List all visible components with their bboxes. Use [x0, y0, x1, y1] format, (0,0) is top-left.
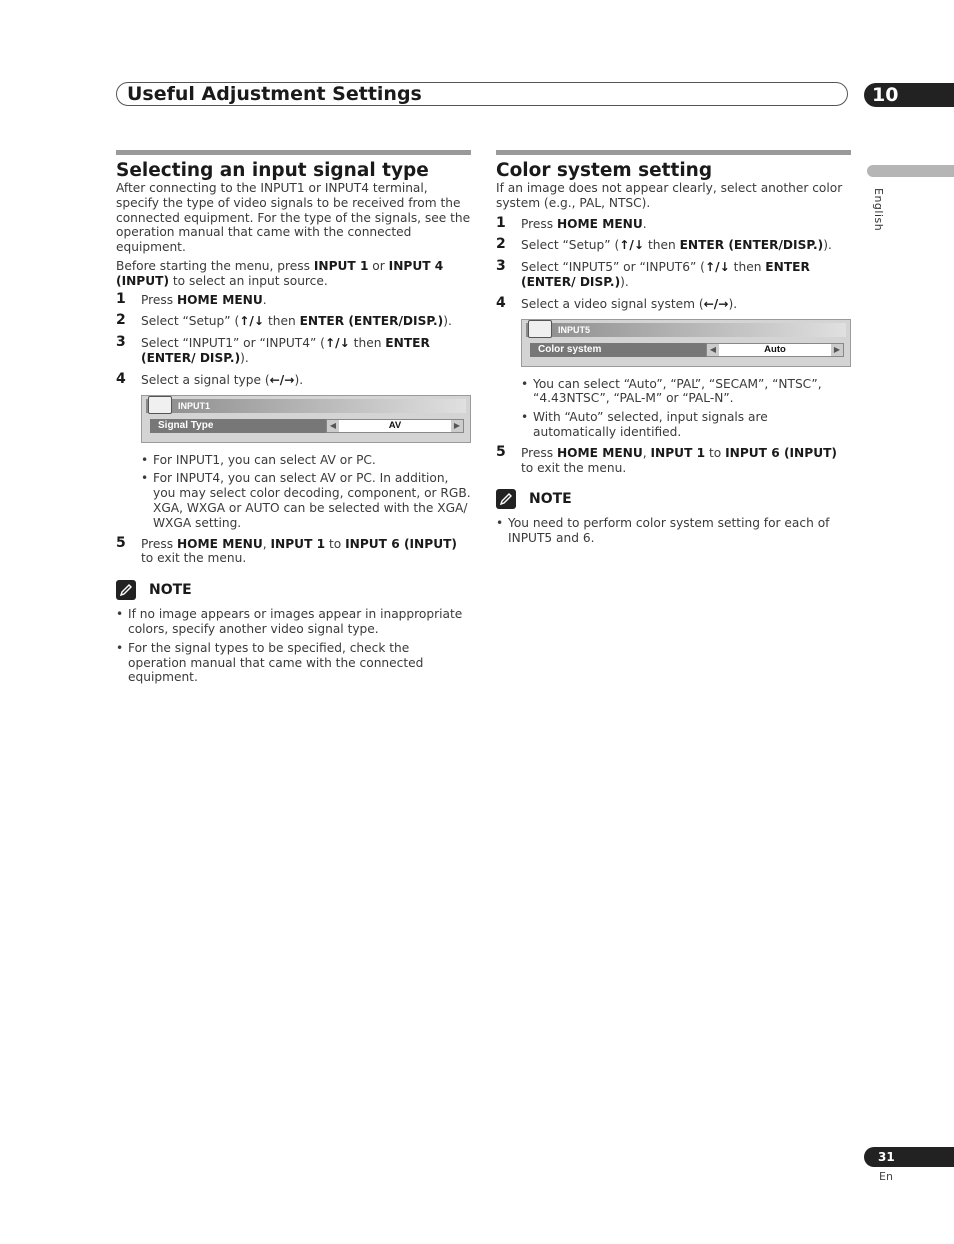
- step-3: 3 Select “INPUT1” or “INPUT4” (↑/↓ then ENTER (ENTER/ DISP.)).: [116, 334, 430, 365]
- right-column: [496, 150, 851, 550]
- section-heading: Color system setting: [496, 160, 713, 181]
- left-right-arrow-icon: ←/→: [269, 372, 295, 387]
- step-number: 1: [116, 290, 126, 307]
- page-number: 31: [878, 1150, 895, 1164]
- page-language: En: [879, 1170, 893, 1183]
- note-heading: [496, 489, 851, 509]
- step-number: 2: [116, 312, 126, 329]
- note-heading: [116, 580, 471, 600]
- up-down-arrow-icon: ↑/↓: [704, 260, 730, 275]
- note-item: • For the signal types to be specified, check the operation manual that came with the connected equipment.: [116, 641, 471, 685]
- osd-row-label: Color system: [538, 343, 602, 355]
- step-2: 2 Select “Setup” (↑/↓ then ENTER (ENTER/DISP.)).: [116, 312, 452, 329]
- note-item: • You need to perform color system setting for each of INPUT5 and 6.: [496, 516, 851, 546]
- note-label: NOTE: [149, 581, 192, 598]
- step-number: 1: [496, 214, 506, 231]
- step-5: 5 Press HOME MENU, INPUT 1 to INPUT 6 (INPUT) to exit the menu.: [116, 534, 457, 566]
- section-rule: [116, 150, 471, 155]
- language-tab: [867, 165, 954, 177]
- note-item: • If no image appears or images appear in inappropriate colors, specify another video signal type.: [116, 607, 471, 637]
- step-4: 4 Select a video signal system (←/→).: [496, 294, 738, 311]
- chapter-number: 10: [872, 84, 899, 106]
- step-number: 4: [496, 294, 506, 311]
- left-arrow-icon: ◀: [707, 344, 719, 356]
- left-right-arrow-icon: ←/→: [703, 296, 729, 311]
- header-bar: [116, 82, 848, 106]
- pencil-icon: [496, 489, 516, 509]
- up-down-arrow-icon: ↑/↓: [619, 238, 645, 253]
- color-system-select[interactable]: [706, 343, 844, 357]
- intro-paragraph-2: Before starting the menu, press INPUT 1 or INPUT 4 (INPUT) to select an input source.: [116, 258, 444, 288]
- osd-row: [530, 343, 844, 357]
- step-number: 2: [496, 236, 506, 253]
- step-4: 4 Select a signal type (←/→).: [116, 370, 304, 387]
- list-item: • For INPUT4, you can select AV or PC. In addition, you may select color decoding, component, or RGB. XGA, WXGA or AUTO can be selected with the XGA/ WXGA setting.: [141, 471, 471, 530]
- list-item: • For INPUT1, you can select AV or PC.: [141, 453, 471, 468]
- intro-paragraph: After connecting to the INPUT1 or INPUT4 terminal, specify the type of video signals to be received from the connected equipment. For the type of the signals, see the operation manual that came with the connected equipment.: [116, 181, 471, 255]
- list-item: • With “Auto” selected, input signals are automatically identified.: [521, 410, 851, 440]
- list-item: • You can select “Auto”, “PAL”, “SECAM”, “NTSC”, “4.43NTSC”, “PAL-M” or “PAL-N”.: [521, 377, 851, 407]
- select-value: Auto: [764, 343, 786, 355]
- osd-title: INPUT5: [526, 323, 846, 337]
- step-1: 1 Press HOME MENU.: [116, 290, 267, 307]
- up-down-arrow-icon: ↑/↓: [239, 314, 265, 329]
- step-number: 4: [116, 370, 126, 387]
- left-arrow-icon: ◀: [327, 420, 339, 432]
- right-arrow-icon: ▶: [451, 420, 463, 432]
- step-number: 5: [116, 534, 126, 551]
- page-title: Useful Adjustment Settings: [127, 83, 422, 105]
- up-down-arrow-icon: ↑/↓: [324, 336, 350, 351]
- section-rule: [496, 150, 851, 155]
- step-number: 5: [496, 443, 506, 460]
- section-heading: Selecting an input signal type: [116, 160, 429, 181]
- osd-menu-input1: [141, 395, 471, 443]
- osd-row: [150, 419, 464, 433]
- osd-row-label: Signal Type: [158, 419, 214, 431]
- menu-screen-icon: [528, 320, 552, 338]
- menu-screen-icon: [148, 396, 172, 414]
- chapter-tab: [864, 83, 954, 107]
- pencil-icon: [116, 580, 136, 600]
- note-label: NOTE: [529, 490, 572, 507]
- page-number-tab: [864, 1147, 954, 1167]
- step-2: 2 Select “Setup” (↑/↓ then ENTER (ENTER/DISP.)).: [496, 236, 832, 253]
- intro-paragraph: If an image does not appear clearly, select another color system (e.g., PAL, NTSC).: [496, 181, 843, 210]
- osd-menu-input5: [521, 319, 851, 367]
- language-label: English: [872, 188, 885, 232]
- step-5: 5 Press HOME MENU, INPUT 1 to INPUT 6 (INPUT) to exit the menu.: [496, 443, 837, 475]
- step-number: 3: [116, 334, 126, 351]
- step-3: 3 Select “INPUT5” or “INPUT6” (↑/↓ then ENTER (ENTER/ DISP.)).: [496, 258, 810, 289]
- right-arrow-icon: ▶: [831, 344, 843, 356]
- left-column: [116, 150, 471, 689]
- select-value: AV: [388, 419, 402, 431]
- signal-type-select[interactable]: [326, 419, 464, 433]
- step-1: 1 Press HOME MENU.: [496, 214, 647, 231]
- osd-title: INPUT1: [146, 399, 466, 413]
- step-number: 3: [496, 258, 506, 275]
